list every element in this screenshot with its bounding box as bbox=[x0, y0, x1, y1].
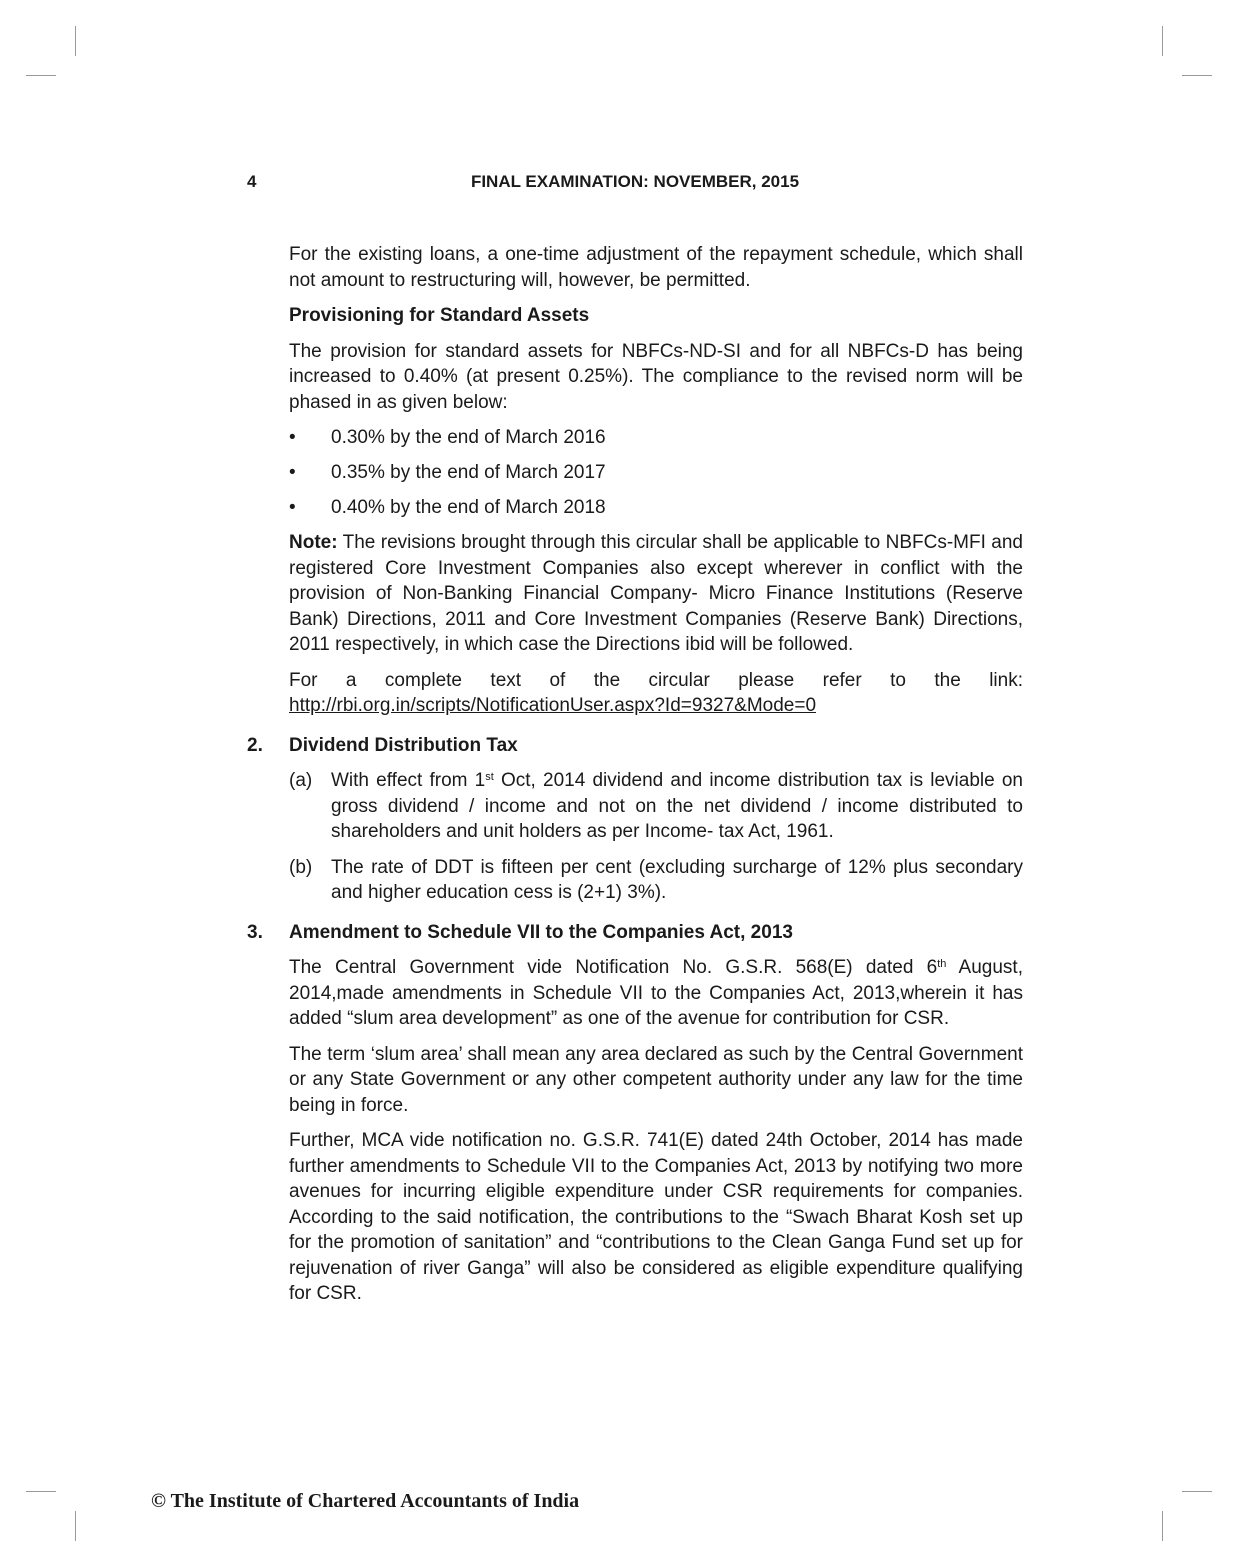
list-item bbox=[289, 425, 1023, 451]
crop-mark-top-right-vertical bbox=[1162, 26, 1163, 56]
bullet-icon: • bbox=[289, 427, 296, 448]
section-3-title: Amendment to Schedule VII to the Companies Act, 2013 bbox=[289, 921, 793, 943]
item-a-text-end: Oct, 2014 dividend and income distribution tax is leviable on gross dividend / income and not on the net dividend / income distributed to shareholders and unit holders as per Income- tax Act, 1961. bbox=[331, 770, 1023, 842]
section-2-item-b bbox=[289, 855, 1023, 906]
section-2-title: Dividend Distribution Tax bbox=[289, 734, 518, 756]
section-2-heading bbox=[247, 733, 1023, 759]
p1-text-end: August, 2014,made amendments in Schedule VII to the Companies Act, 2013,wherein it has added “slum area development” as one of the avenue for contribution for CSR. bbox=[289, 957, 1023, 1029]
crop-mark-bottom-left-vertical bbox=[75, 1511, 76, 1541]
running-header-title: FINAL EXAMINATION: NOVEMBER, 2015 bbox=[470, 172, 800, 191]
note-label: Note: bbox=[289, 532, 338, 553]
bullet-text: 0.35% by the end of March 2017 bbox=[331, 462, 606, 483]
crop-mark-top-left-horizontal bbox=[26, 75, 56, 76]
note-paragraph bbox=[289, 530, 1023, 658]
p1-superscript: th bbox=[937, 958, 947, 970]
list-item bbox=[289, 460, 1023, 486]
page-body bbox=[247, 242, 1023, 1317]
section-2-number: 2. bbox=[247, 734, 263, 756]
section-3-paragraph-2: The term ‘slum area’ shall mean any area declared as such by the Central Government or any State Government or any other competent authority under any law for the time being in force. bbox=[289, 1043, 1023, 1116]
copyright-footer: © The Institute of Chartered Accountants of India bbox=[151, 1490, 580, 1512]
note-text: The revisions brought through this circular shall be applicable to NBFCs-MFI and registered Core Investment Companies also except wherever in conflict with the provision of Non-Banking Financial Company- Micro Finance Institutions (Reserve Bank) Directions, 2011 and Core Investment Companies (Reserve Bank) Directions, 2011 respectively, in which case the Directions ibid will be followed. bbox=[289, 532, 1023, 655]
rbi-circular-link[interactable]: http://rbi.org.in/scripts/NotificationUser.aspx?Id=9327&Mode=0 bbox=[289, 695, 817, 716]
bullet-icon: • bbox=[289, 462, 296, 483]
list-item bbox=[289, 495, 1023, 521]
item-a-text-start: With effect from 1 bbox=[331, 770, 486, 791]
bullet-icon: • bbox=[289, 497, 296, 518]
page-number: 4 bbox=[247, 172, 257, 191]
section-2-item-a bbox=[289, 768, 1023, 845]
p1-text-start: The Central Government vide Notification No. G.S.R. 568(E) dated 6 bbox=[289, 957, 938, 978]
crop-mark-top-left-vertical bbox=[75, 26, 76, 56]
crop-mark-bottom-right-horizontal bbox=[1182, 1491, 1212, 1492]
provisioning-heading: Provisioning for Standard Assets bbox=[289, 305, 590, 326]
item-a-label: (a) bbox=[289, 770, 313, 791]
crop-mark-top-right-horizontal bbox=[1182, 75, 1212, 76]
crop-mark-bottom-left-horizontal bbox=[26, 1491, 56, 1492]
item-b-text: The rate of DDT is fifteen per cent (excluding surcharge of 12% plus secondary and higher education cess is (2+1) 3%). bbox=[331, 856, 1023, 903]
section-3-number: 3. bbox=[247, 921, 263, 943]
provisioning-bullet-list bbox=[289, 425, 1023, 521]
bullet-text: 0.30% by the end of March 2016 bbox=[331, 427, 606, 448]
item-a-superscript: st bbox=[485, 771, 494, 783]
section-3-paragraph-3: Further, MCA vide notification no. G.S.R. 741(E) dated 24th October, 2014 has made further amendments to Schedule VII to the Companies Act, 2013 by notifying two more avenues for incurring eligible expenditure under CSR requirements for companies. According to the said notification, the contributions to the “Swach Bharat Kosh set up for the promotion of sanitation” and “contributions to the Clean Ganga Fund set up for rejuvenation of river Ganga” will also be considered as eligible expenditure qualifying for CSR. bbox=[289, 1130, 1023, 1304]
bullet-text: 0.40% by the end of March 2018 bbox=[331, 497, 606, 518]
link-lead-paragraph: For a complete text of the circular please refer to the link: bbox=[289, 669, 1023, 691]
existing-loans-paragraph: For the existing loans, a one-time adjustment of the repayment schedule, which shall not amount to restructuring will, however, be permitted. bbox=[289, 244, 1023, 291]
crop-mark-bottom-right-vertical bbox=[1162, 1511, 1163, 1541]
section-3-heading bbox=[247, 920, 1023, 946]
item-b-label: (b) bbox=[289, 856, 313, 878]
provisioning-paragraph: The provision for standard assets for NBFCs-ND-SI and for all NBFCs-D has being increased to 0.40% (at present 0.25%). The compliance to the revised norm will be phased in as given below: bbox=[289, 340, 1023, 413]
section-3-paragraph-1 bbox=[289, 955, 1023, 1032]
